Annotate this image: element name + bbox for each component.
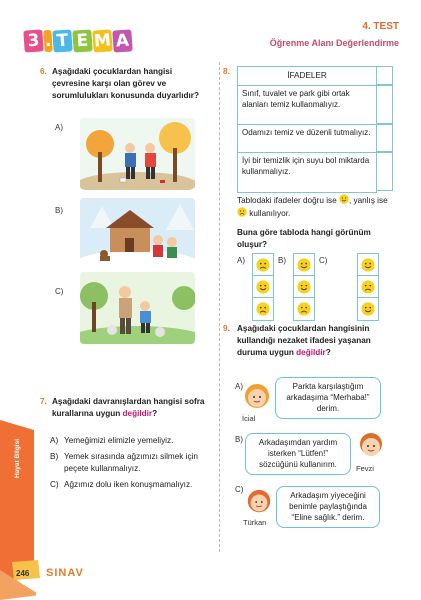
option-b-label[interactable]: B) (55, 206, 63, 215)
option-label: A) (50, 436, 59, 445)
q7-option-b[interactable] (50, 451, 205, 475)
happy-face-cell (294, 276, 314, 298)
test-title: 4. TEST (362, 21, 399, 32)
happy-face-cell (358, 298, 378, 320)
page-number: 246 (16, 569, 30, 578)
answer-cell[interactable] (377, 124, 393, 152)
option-label: C) (50, 479, 59, 489)
q8-option-label[interactable]: A) (237, 256, 245, 265)
option-b-label[interactable]: B) (235, 435, 243, 444)
logo-letter: E (72, 29, 92, 52)
sad-face-icon (297, 302, 311, 316)
sad-face-icon (256, 302, 270, 316)
q8-option-label[interactable]: C) (319, 256, 328, 265)
table-header: İFADELER (238, 67, 376, 86)
option-text: Yemek sırasında ağzımızı silmek için peçete kullanmalıyız. (64, 451, 198, 473)
q8-option-faces[interactable] (357, 253, 379, 321)
option-a-label[interactable]: A) (55, 123, 63, 132)
table-row: İyi bir temizlik için suyu bol miktarda kullanmalıyız. (242, 155, 370, 177)
q7-options (50, 435, 205, 495)
logo-letter: T (52, 29, 72, 52)
question-text: Buna göre tabloda hangi görünüm oluşur? (237, 228, 371, 249)
question-mark: ? (325, 347, 331, 357)
happy-face-cell (253, 276, 273, 298)
question-number: 9. (223, 324, 230, 333)
question-text-main: Aşağıdaki çocuklardan hangisinin kullandığı nezaket ifadesi yaşanan duruma uygun (237, 324, 371, 357)
question-number: 7. (40, 397, 47, 406)
q8-option-label[interactable]: B) (278, 256, 286, 265)
happy-face-icon (339, 194, 349, 204)
option-text: Yemeğimizi elimizle yemeliyiz. (64, 436, 174, 445)
test-subtitle: Öğrenme Alanı Değerlendirme (269, 38, 399, 48)
sad-face-icon (237, 207, 247, 217)
happy-face-icon (361, 302, 375, 316)
logo-letter: 3 (23, 29, 43, 52)
question-6 (40, 66, 205, 102)
question-text (40, 396, 205, 420)
logo-letter: . (44, 30, 52, 52)
speech-bubble[interactable]: Parkta karşılaştığım arkadaşıma “Merhaba!” derim. (275, 377, 381, 419)
happy-face-icon (297, 280, 311, 294)
answer-column (377, 66, 393, 191)
subject-label: Hayat Bilgisi (14, 438, 21, 478)
question-number: 6. (40, 67, 47, 76)
boy-avatar-icon (356, 430, 386, 460)
sad-face-icon (256, 258, 270, 272)
kid-name: İcial (242, 414, 256, 423)
option-b-image[interactable] (80, 198, 195, 270)
q8-option-faces[interactable] (252, 253, 274, 321)
option-c-label[interactable]: C) (235, 485, 244, 494)
sad-face-cell (253, 298, 273, 320)
option-a-image[interactable] (80, 118, 195, 190)
question-9 (223, 323, 393, 359)
girl-avatar-icon (245, 488, 273, 516)
question-negation: değildir (122, 408, 153, 418)
table-row: Sınıf, tuvalet ve park gibi ortak alanları temiz kullanmalıyız. (238, 86, 376, 125)
smiley-legend (237, 194, 397, 220)
logo-letter: A (112, 29, 132, 52)
option-text: Ağzımız dolu iken konuşmamalıyız. (64, 479, 193, 489)
option-c-image[interactable] (80, 272, 195, 344)
answer-cell[interactable] (377, 152, 393, 191)
question-text: Aşağıdaki çocuklardan hangisi çevresine karşı olan görev ve sorumlulukları konusunda duyarlıdır? (52, 67, 199, 100)
kid-name: Türkan (243, 518, 267, 527)
legend-text-3: kullanılıyor. (249, 208, 291, 218)
legend-text-1: Tablodaki ifadeler doğru ise (237, 196, 337, 205)
table-row: Odamızı temiz ve düzenli tutmalıyız. (238, 125, 376, 153)
column-divider (219, 62, 220, 552)
q8-option-faces[interactable] (293, 253, 315, 321)
happy-face-cell (358, 254, 378, 276)
girl-avatar-icon (242, 382, 272, 412)
option-a-label[interactable]: A) (235, 382, 243, 391)
happy-face-icon (256, 280, 270, 294)
sad-face-cell (358, 276, 378, 298)
brand-logo: SINAV (46, 567, 84, 579)
question-text-main: Aşağıdaki davranışlardan hangisi sofra kurallarına uygun (52, 397, 205, 418)
question-number: 8. (223, 67, 230, 76)
sad-face-cell (253, 254, 273, 276)
unit-logo (24, 30, 132, 52)
answer-cell-header (377, 66, 393, 85)
kid-name: Fevzi (356, 464, 374, 473)
sad-face-icon (361, 280, 375, 294)
speech-bubble[interactable]: Arkadaşım yiyeceğini benimle paylaştığında “Eline sağlık.” derim. (276, 486, 380, 528)
statements-table (237, 66, 377, 193)
question-negation: değildir (296, 347, 326, 357)
q7-option-c[interactable] (50, 479, 205, 491)
happy-face-icon (361, 258, 375, 272)
sad-face-cell (294, 298, 314, 320)
option-c-label[interactable]: C) (55, 287, 64, 296)
question-7 (40, 396, 205, 420)
q7-option-a[interactable] (50, 435, 205, 447)
option-label: B) (50, 451, 59, 461)
speech-bubble[interactable]: Arkadaşımdan yardım isterken “Lütfen!” sözcüğünü kullanırım. (245, 433, 351, 475)
answer-cell[interactable] (377, 85, 393, 124)
question-text (223, 323, 393, 359)
legend-text-2: , yanlış ise (348, 196, 388, 205)
logo-letter: M (93, 30, 112, 52)
happy-face-icon (297, 258, 311, 272)
question-mark: ? (152, 408, 158, 418)
happy-face-cell (294, 254, 314, 276)
